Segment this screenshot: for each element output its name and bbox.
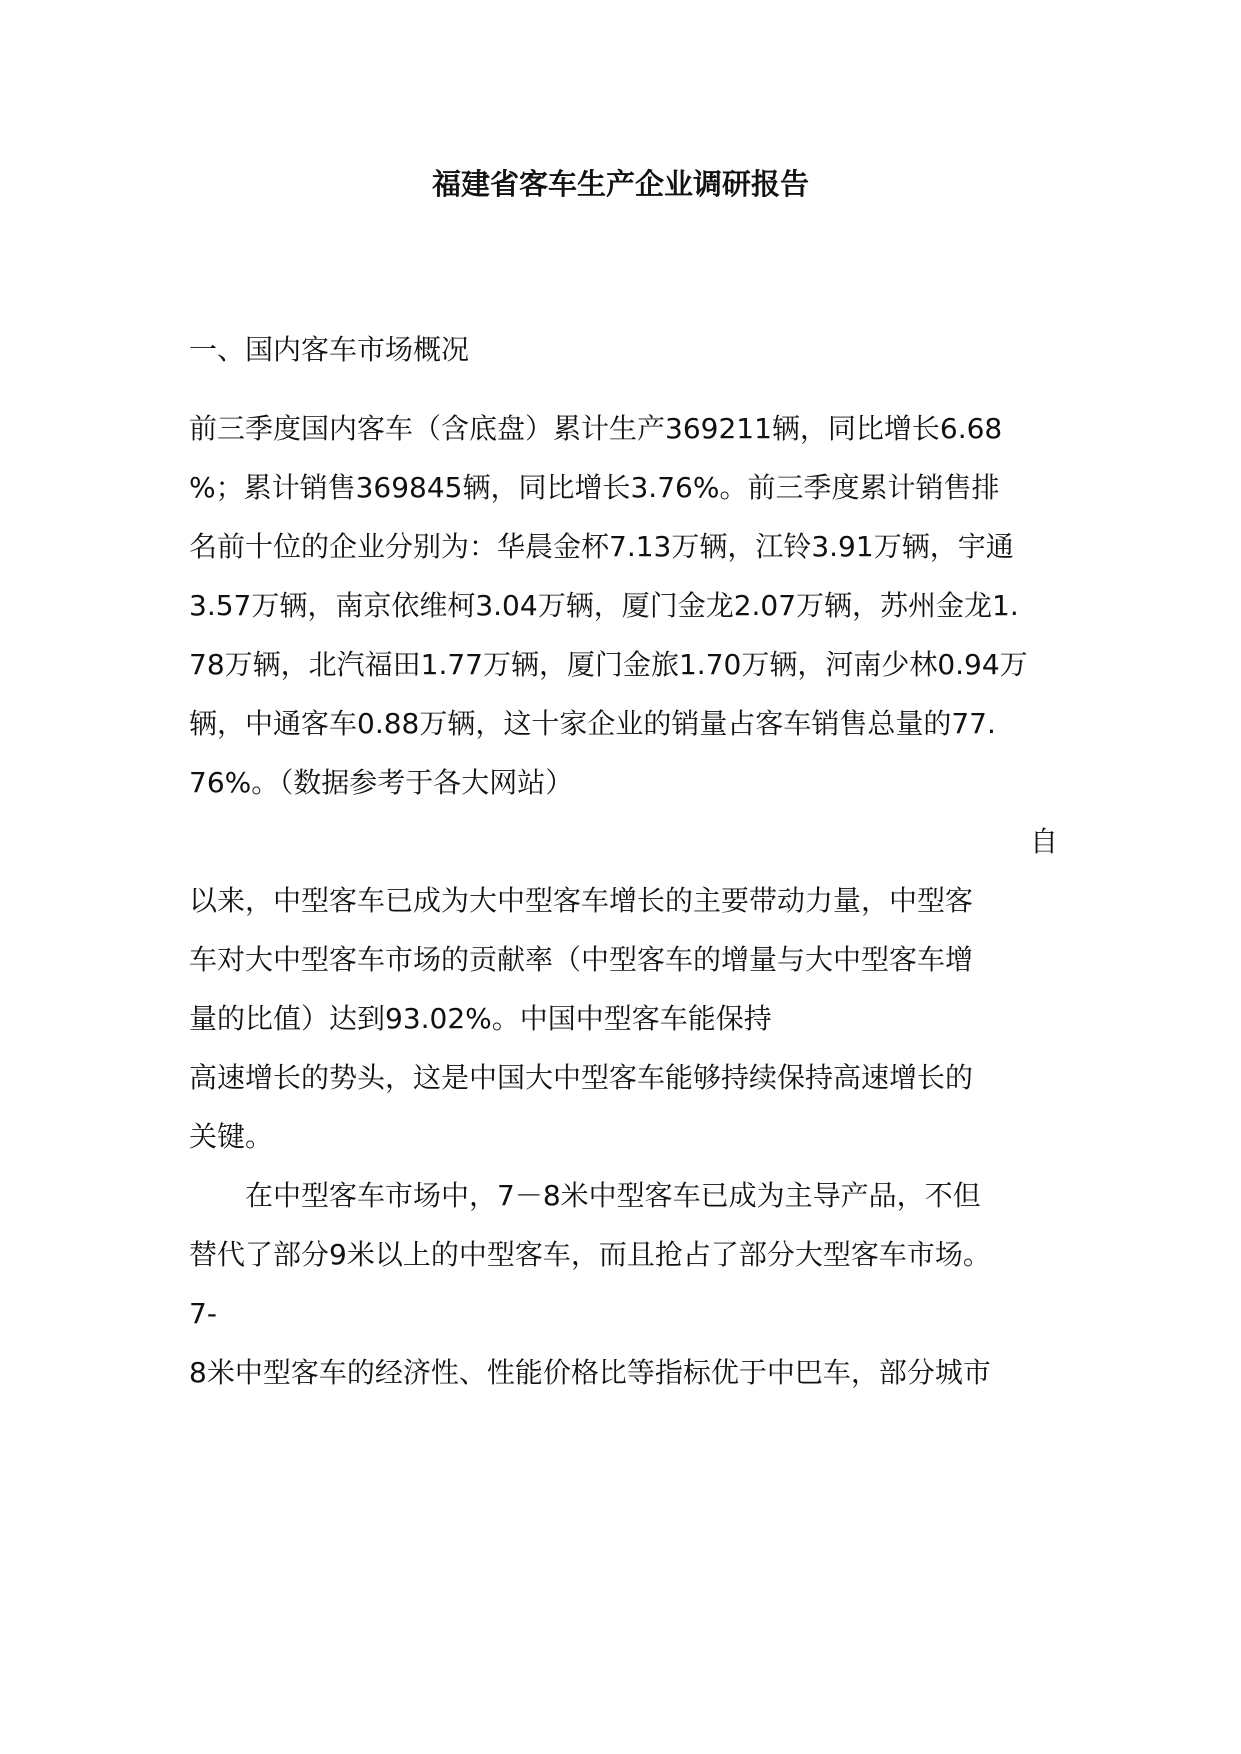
paragraph-line: 自 [1029,825,1058,858]
paragraph-line: 辆，中通客车0.88万辆，这十家企业的销量占客车销售总量的77. [189,707,996,740]
paragraph-line: 关键。 [189,1120,274,1153]
paragraph-line: 在中型客车市场中，7－8米中型客车已成为主导产品，不但 [189,1179,981,1212]
document-title: 福建省客车生产企业调研报告 [431,167,809,201]
paragraph-line: 以来，中型客车已成为大中型客车增长的主要带动力量，中型客 [189,884,974,917]
paragraph-line: 替代了部分9米以上的中型客车，而且抢占了部分大型客车市场。 [189,1238,991,1271]
section-heading: 一、国内客车市场概况 [189,333,470,366]
paragraph-line: 前三季度国内客车（含底盘）累计生产369211辆，同比增长6.68 [189,412,1003,445]
paragraph-line: 名前十位的企业分别为：华晨金杯7.13万辆，江铃3.91万辆，宇通 [189,530,1014,563]
paragraph-line: %；累计销售369845辆，同比增长3.76%。前三季度累计销售排 [189,471,1000,504]
paragraph-line: 76%。（数据参考于各大网站） [189,766,574,799]
paragraph-line: 8米中型客车的经济性、性能价格比等指标优于中巴车，部分城市 [189,1356,991,1389]
paragraph-line: 车对大中型客车市场的贡献率（中型客车的增量与大中型客车增 [189,943,974,976]
paragraph-line: 3.57万辆，南京依维柯3.04万辆，厦门金龙2.07万辆，苏州金龙1. [189,589,1019,622]
paragraph-line: 7- [189,1297,217,1330]
paragraph-line: 78万辆，北汽福田1.77万辆，厦门金旅1.70万辆，河南少林0.94万 [189,648,1028,681]
paragraph-line: 高速增长的势头，这是中国大中型客车能够持续保持高速增长的 [189,1061,974,1094]
paragraph-line: 量的比值）达到93.02%。中国中型客车能保持 [189,1002,772,1035]
